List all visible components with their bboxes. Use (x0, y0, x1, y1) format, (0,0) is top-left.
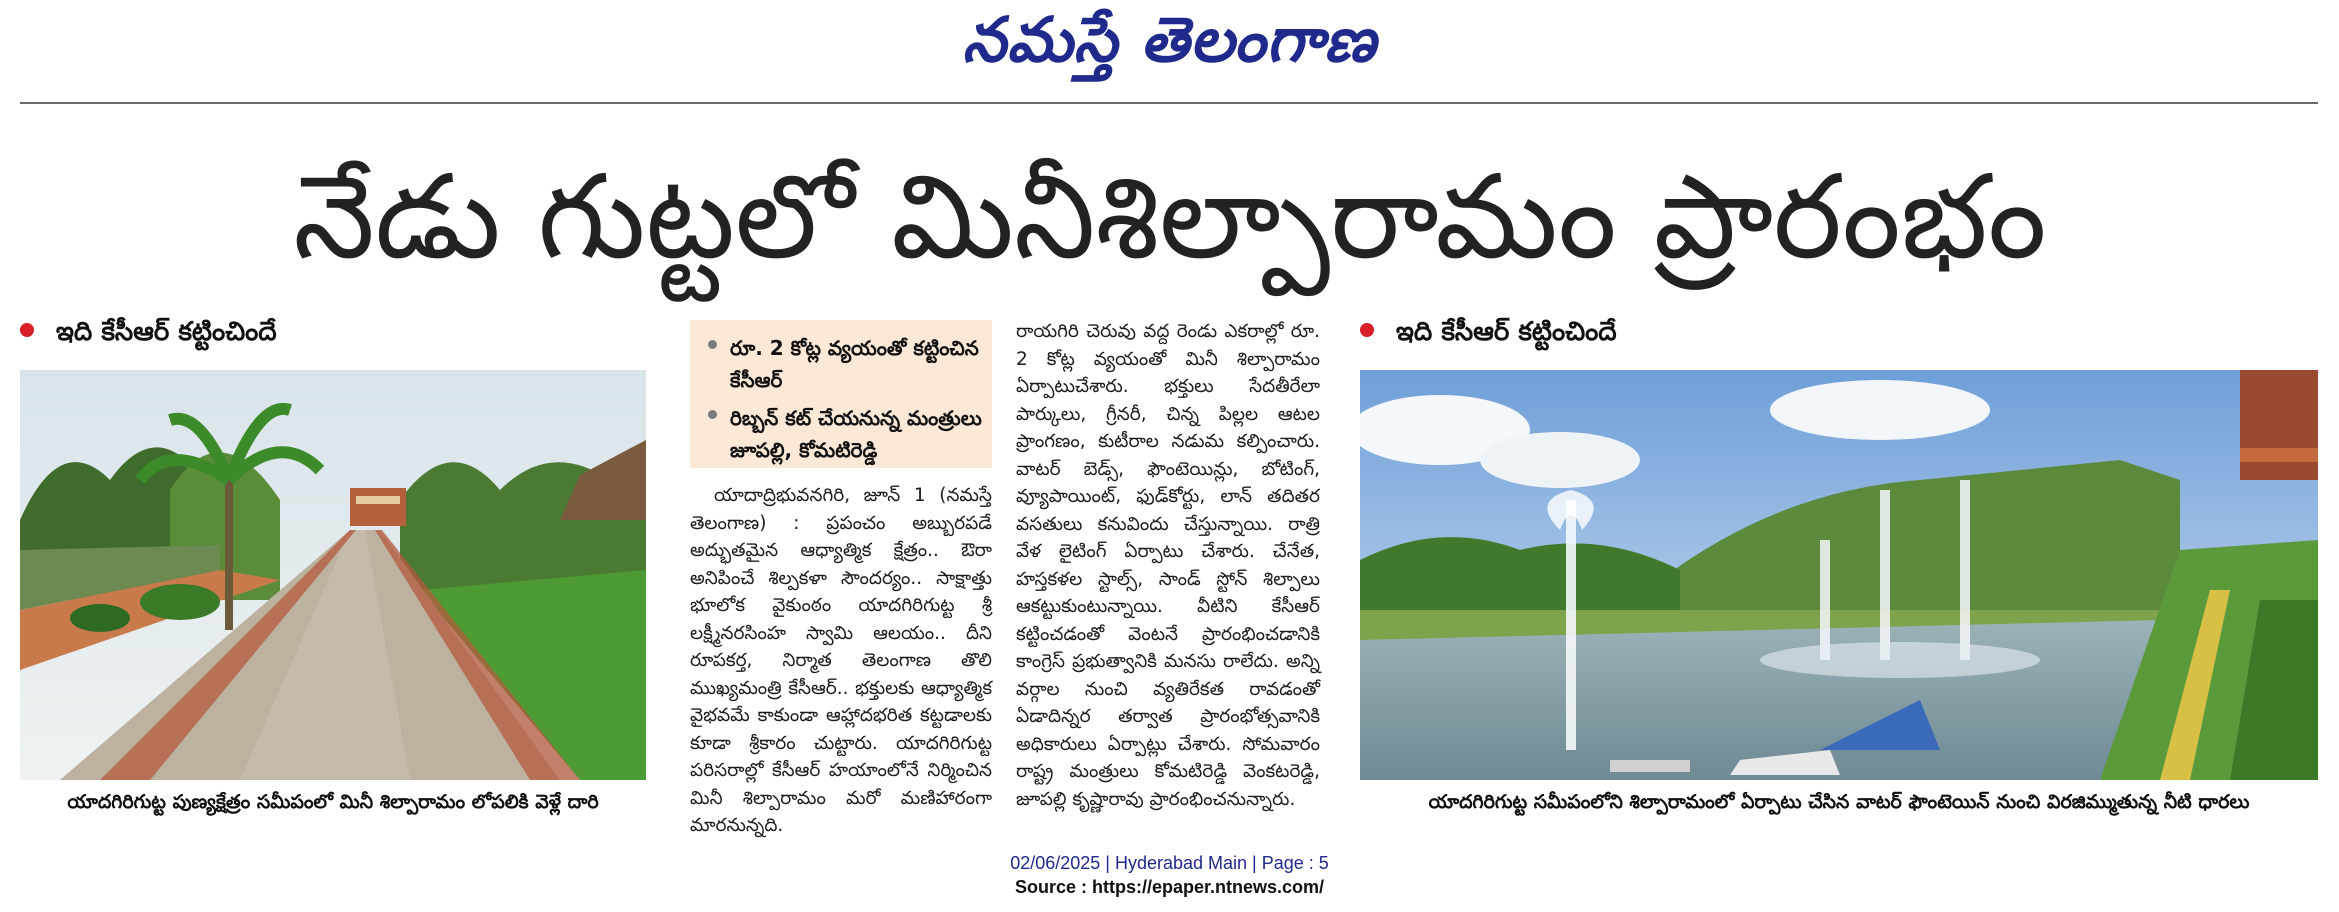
right-photo-caption: యాదగిరిగుట్ట సమీపంలోని శిల్పారామంలో ఏర్పాటు చేసిన వాటర్ ఫౌంటెయిన్ నుంచి విరజిమ్ముతున్న నీటి ధారలు (1428, 791, 2250, 813)
highlights-box (690, 320, 992, 468)
left-kicker (20, 314, 277, 350)
left-kicker-text: ఇది కేసీఆర్ కట్టించిందే (56, 317, 277, 347)
right-kicker-text: ఇది కేసీఆర్ కట్టించిందే (1396, 317, 1617, 347)
footer-source: Source : https://epaper.ntnews.com/ (1014, 877, 1325, 897)
red-bullet-icon (1360, 323, 1374, 337)
left-photo-pathway (20, 370, 646, 780)
right-kicker (1360, 314, 1617, 350)
headline: నేడు గుట్టలో మినీశిల్పారామం ప్రారంభం (293, 150, 2047, 285)
masthead-divider (20, 102, 2318, 104)
bullet-icon (708, 340, 717, 349)
highlight-item: రూ. 2 కోట్ల వ్యయంతో కట్టించిన కేసీఆర్ (708, 332, 982, 396)
highlight-item: రిబ్బన్ కట్ చేయనున్న మంత్రులు జూపల్లి, కోమటిరెడ్డి (708, 402, 982, 466)
bullet-icon (708, 410, 717, 419)
article-paragraph-1: యాదాద్రిభువనగిరి, జూన్ 1 (నమస్తే తెలంగాణ) : ప్రపంచం అబ్బురపడే అద్భుతమైన ఆధ్యాత్మిక క్షేత్రం.. ఔరా అనిపించే శిల్పకళా సౌందర్యం.. సాక్షాత్తు భూలోక వైకుంఠం యాదగిరిగుట్ట శ్రీ లక్ష్మీనరసింహ స్వామి ఆలయం.. దీని రూపకర్త, నిర్మాత తెలంగాణ తొలి ముఖ్యమంత్రి కేసీఆర్.. భక్తులకు ఆధ్యాత్మిక వైభవమే కాకుండా ఆహ్లాదభరిత కట్టడాలకు కూడా శ్రీకారం చుట్టారు. యాదగిరిగుట్ట పరిసరాల్లో కేసీఆర్ హయాంలోనే నిర్మించిన మినీ శిల్పారామం మరో మణిహారంగా మారనున్నది. (690, 485, 992, 836)
left-photo-caption: యాదగిరిగుట్ట పుణ్యక్షేత్రం సమీపంలో మినీ శిల్పారామం లోపలికి వెళ్లే దారి (67, 791, 599, 813)
article-paragraph-2: రాయగిరి చెరువు వద్ద రెండు ఎకరాల్లో రూ. 2 కోట్ల వ్యయంతో మినీ శిల్పారామం ఏర్పాటుచేశారు. భక్తులు సేదతీరేలా పార్కులు, గ్రీనరీ, చిన్న పిల్లల ఆటల ప్రాంగణం, కుటీరాల నడుమ కల్పించారు. వాటర్ బెడ్స్, ఫౌంటెయిన్లు, బోటింగ్, వ్యూపాయింట్, ఫుడ్‌కోర్టు, లాన్ తదితర వసతులు కనువిందు చేస్తున్నాయి. రాత్రి వేళ లైటింగ్ ఏర్పాటు చేశారు. చేనేత, హస్తకళల స్టాల్స్, సాండ్ స్టోన్ శిల్పాలు ఆకట్టుకుంటున్నాయి. వీటిని కేసీఆర్ కట్టించడంతో వెంటనే ప్రారంభించడానికి కాంగ్రెస్ ప్రభుత్వానికి మనసు రాలేదు. అన్ని వర్గాల నుంచి వ్యతిరేకత రావడంతో ఏడాదిన్నర తర్వాత ప్రారంభోత్సవానికి అధికారులు ఏర్పాట్లు చేశారు. సోమవారం రాష్ట్ర మంత్రులు కోమటిరెడ్డి వెంకటరెడ్డి, జూపల్లి కృష్ణారావు ప్రారంభించనున్నారు. (1016, 321, 1320, 810)
right-photo-fountains (1360, 370, 2318, 780)
article-column-2 (1016, 318, 1320, 813)
masthead-logo: నమస్తే తెలంగాణ (962, 3, 1377, 76)
footer-dateline: 02/06/2025 | Hyderabad Main | Page : 5 (1010, 853, 1329, 873)
red-bullet-icon (20, 323, 34, 337)
article-column-1 (690, 482, 992, 840)
